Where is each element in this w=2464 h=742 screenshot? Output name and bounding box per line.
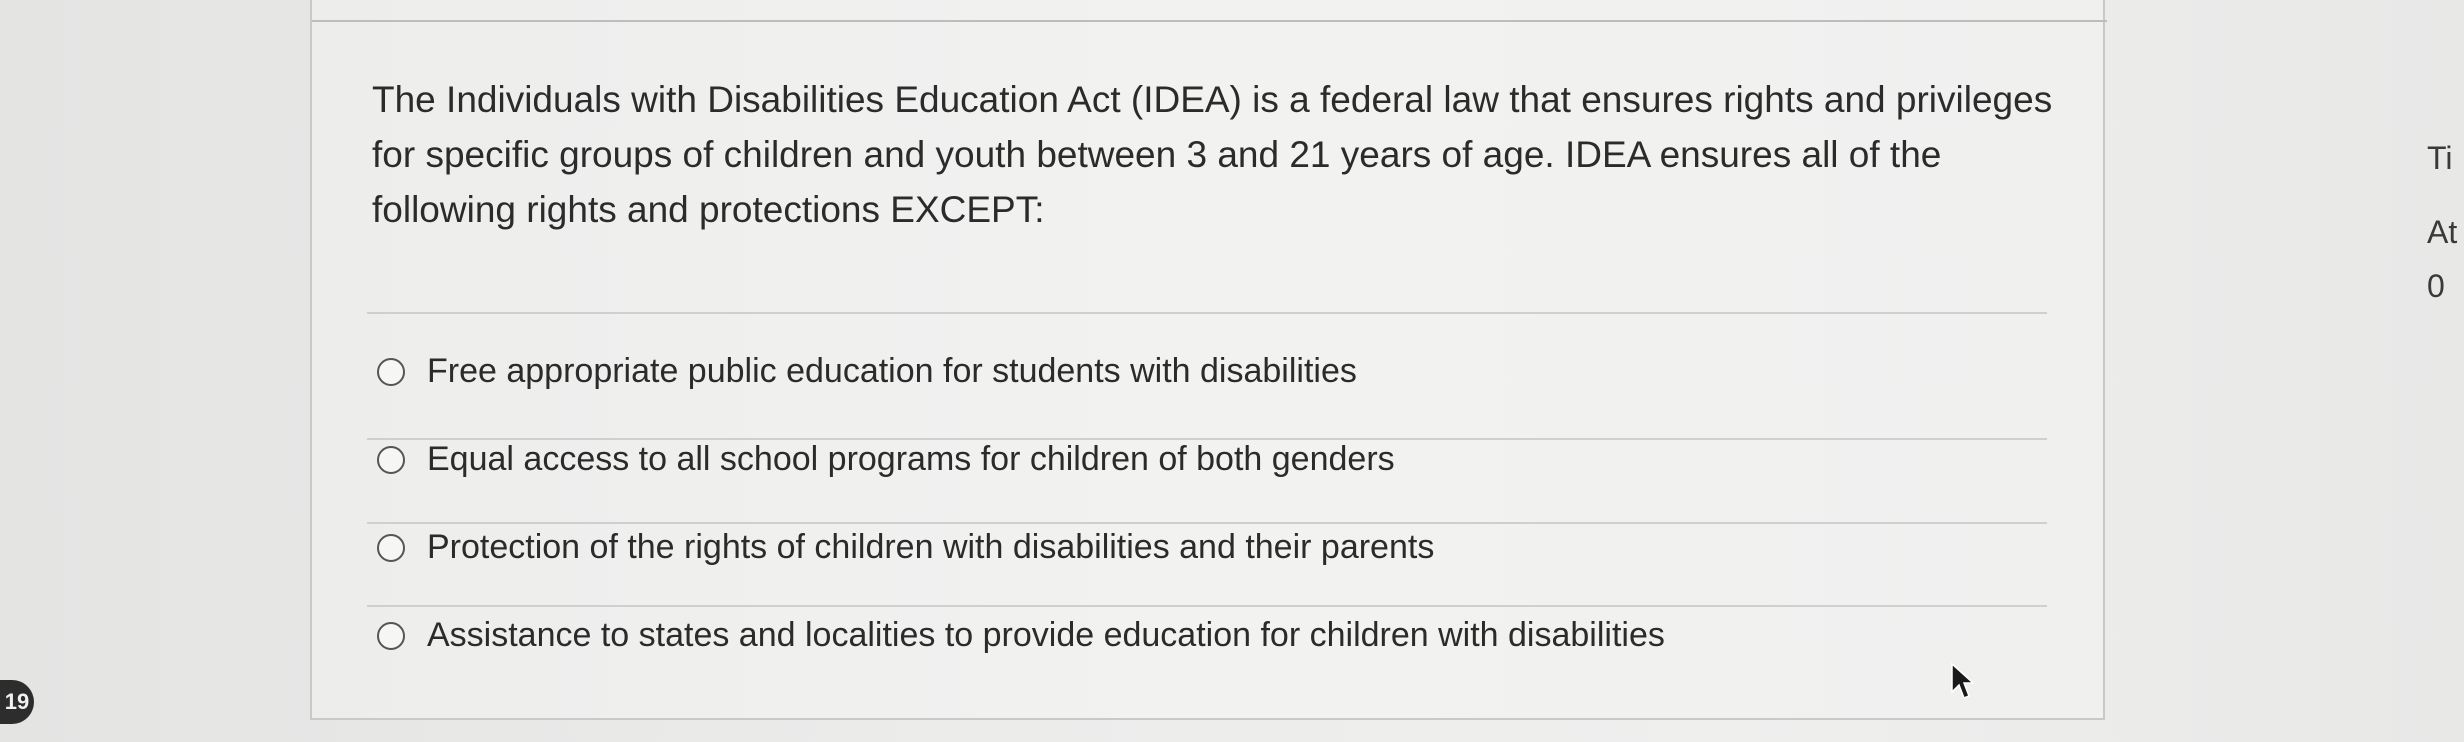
attempt-value: 0	[2427, 268, 2445, 304]
question-card	[310, 0, 2105, 720]
radio-unselected-icon[interactable]	[377, 446, 405, 474]
attempt-label: At	[2427, 214, 2458, 250]
answer-option-label: Free appropriate public education for students with disabilities	[427, 352, 1357, 390]
time-label: Ti	[2427, 140, 2453, 176]
radio-unselected-icon[interactable]	[377, 622, 405, 650]
answer-option-3[interactable]	[377, 528, 1434, 567]
side-panel	[2105, 0, 2464, 742]
answer-option-1[interactable]	[377, 352, 1357, 391]
answer-option-label: Assistance to states and localities to provide education for children with disabilities	[427, 616, 1665, 654]
question-text: The Individuals with Disabilities Education Act (IDEA) is a federal law that ensures rights and privileges for specific groups of children and youth between 3 and 21 years of age. IDEA ensures all of the following rights and protections EXCEPT:	[372, 79, 2053, 230]
question-number-badge: 19	[0, 680, 34, 724]
mouse-pointer-icon	[1950, 662, 1974, 702]
divider	[367, 605, 2047, 607]
answer-option-2[interactable]	[377, 440, 1395, 479]
answer-option-label: Equal access to all school programs for children of both genders	[427, 440, 1395, 478]
divider	[367, 522, 2047, 524]
answer-option-4[interactable]	[377, 616, 1665, 655]
divider	[367, 312, 2047, 314]
answer-option-label: Protection of the rights of children with disabilities and their parents	[427, 528, 1435, 566]
radio-unselected-icon[interactable]	[377, 358, 405, 386]
radio-unselected-icon[interactable]	[377, 534, 405, 562]
card-top-border	[312, 0, 2107, 22]
